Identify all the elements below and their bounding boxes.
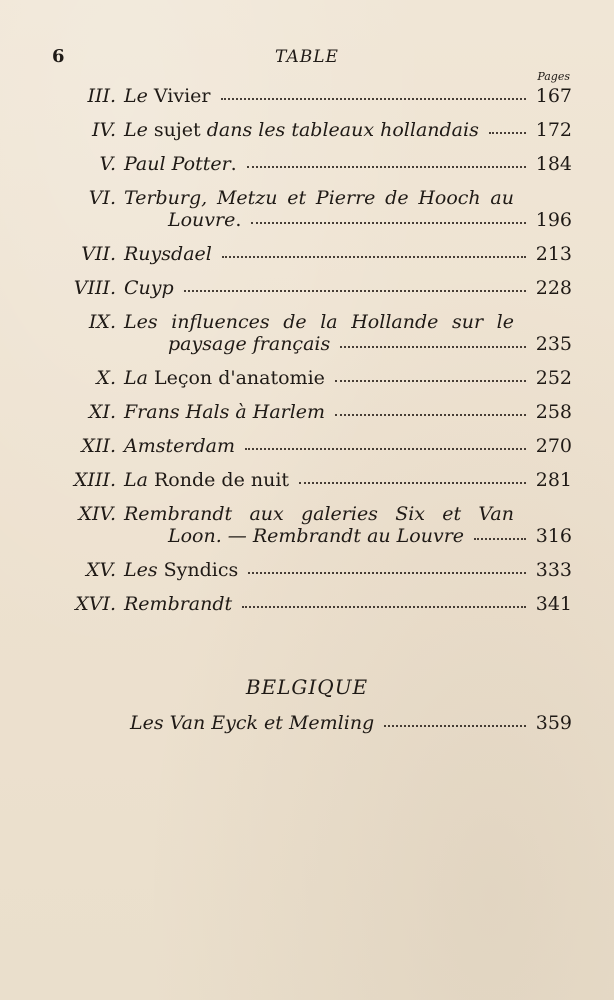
entry-word: et [442,503,462,525]
entry-page-number: 270 [535,435,572,457]
entry-page-number: 333 [535,559,572,581]
dot-leader [335,408,526,416]
chapter-numeral: V. [99,153,116,175]
dot-leader [384,719,526,727]
entry-word: influences [171,311,270,333]
dot-leader [247,160,526,168]
entry-title [168,209,241,231]
entry-page-number: 316 [535,525,572,547]
entry-title-part: sujet [153,119,207,141]
entry-line [124,277,572,299]
chapter-numeral: III. [87,85,116,107]
entry-word: Terburg, [124,187,208,209]
entry-line [124,119,572,141]
entry-line [124,153,572,175]
entry-page-number: 172 [535,119,572,141]
entry-title-part: Frans Hals à Harlem [124,401,326,423]
toc-entry [0,277,614,299]
entry-title-part: Ruysdael [124,243,212,265]
entry-title-part: . [230,153,237,175]
entry-title-part: Paul Potter [124,153,231,175]
entry-word: aux [249,503,284,525]
entry-title [124,277,174,299]
dot-leader [245,442,526,450]
toc-entry [0,119,614,141]
entry-word: la [320,311,338,333]
toc-entry [0,469,614,491]
entry-title [124,435,235,457]
section-heading-belgique: BELGIQUE [245,675,369,699]
entry-word: de [283,311,307,333]
entry-page-number: 258 [535,401,572,423]
dot-leader [340,340,526,348]
entry-page-number: 252 [535,367,572,389]
entry-page-number: 235 [535,333,572,355]
entry-title-part: Syndics [163,559,239,581]
chapter-numeral: VII. [81,243,116,265]
entry-page-number: 184 [535,153,572,175]
entry-line [168,209,572,231]
entry-page-number: 213 [535,243,572,265]
entry-word: sur [451,311,484,333]
dot-leader [248,566,526,574]
entry-word: galeries [300,503,378,525]
entry-title [124,559,238,581]
entry-page-number: 359 [535,712,572,734]
page-number: 6 [52,46,65,67]
chapter-numeral: IV. [92,119,116,141]
entry-word: et [287,187,307,209]
entry-line [124,593,572,615]
entry-page-number: 228 [535,277,572,299]
dot-leader [299,476,526,484]
toc-entry [0,85,614,107]
dot-leader [242,600,526,608]
entry-line [124,311,572,333]
entry-title [124,593,232,615]
entry-line [124,367,572,389]
chapter-numeral: XIV. [78,503,116,525]
entry-page-number: 341 [535,593,572,615]
entry-word: Hollande [351,311,439,333]
entry-title-part: La [124,367,154,389]
entry-line [124,85,572,107]
pages-column-label: Pages [537,70,570,83]
entry-title-part: Le [124,85,154,107]
entry-line [124,435,572,457]
toc-entry [0,367,614,389]
entry-page-number: 196 [535,209,572,231]
entry-title [124,401,325,423]
entry-title [168,333,330,355]
entry-line [124,401,572,423]
entry-word: Pierre [315,187,376,209]
entry-word: Metzu [216,187,278,209]
entry-title-justified [124,311,514,333]
entry-title-part: Louvre [168,209,236,231]
toc-entry [0,311,614,355]
toc-entry [0,187,614,231]
entry-title-justified [124,503,514,525]
entry-line [124,187,572,209]
entry-title-part: La [124,469,154,491]
chapter-numeral: XII. [81,435,116,457]
toc-entry-belgique [130,712,572,734]
entry-word: le [496,311,514,333]
entry-line [124,559,572,581]
entry-line [168,525,572,547]
entry-title-justified [124,187,514,209]
entry-word: Six [395,503,425,525]
chapter-numeral: XVI. [75,593,116,615]
toc-entry [0,243,614,265]
entry-word: Les [124,311,158,333]
dot-leader [335,374,526,382]
dot-leader [489,126,526,134]
chapter-numeral: XI. [88,401,116,423]
chapter-numeral: XV. [86,559,116,581]
entry-title [124,85,211,107]
toc-entry [0,153,614,175]
dot-leader [474,532,526,540]
entry-word: Van [478,503,514,525]
table-of-contents [0,85,614,627]
entry-word: de [385,187,409,209]
entry-title: Les Van Eyck et Memling [130,712,375,734]
entry-title-part: Rembrandt [124,593,233,615]
entry-line [124,243,572,265]
chapter-numeral: XIII. [73,469,116,491]
dot-leader [221,92,526,100]
dot-leader [222,250,526,258]
entry-title [124,153,237,175]
toc-entry [0,593,614,615]
entry-word: au [490,187,514,209]
entry-title-part: Vivier [153,85,211,107]
chapter-numeral: VI. [88,187,116,209]
chapter-numeral: X. [96,367,116,389]
entry-title [124,119,479,141]
dot-leader [251,216,526,224]
entry-word: Rembrandt [124,503,233,525]
chapter-numeral: VIII. [73,277,116,299]
toc-entry [0,401,614,423]
entry-title-part: Le [124,119,154,141]
chapter-numeral: IX. [88,311,116,333]
entry-title-part: Leçon d'anatomie [153,367,325,389]
entry-title-part: Cuyp [124,277,174,299]
entry-title [124,469,289,491]
entry-title-part: Les [124,559,164,581]
entry-title [124,243,212,265]
toc-entry [0,503,614,547]
entry-title-part: dans les tableaux hollandais [206,119,479,141]
entry-line [168,333,572,355]
entry-word: Hooch [418,187,481,209]
entry-title-part: Loon. — Rembrandt au Louvre [168,525,465,547]
entry-line [124,469,572,491]
entry-title-part: paysage français [168,333,331,355]
entry-title-part: . [235,209,242,231]
entry-page-number: 167 [535,85,572,107]
dot-leader [184,284,526,292]
entry-title [124,367,325,389]
entry-title [168,525,464,547]
entry-page-number: 281 [535,469,572,491]
entry-line [124,503,572,525]
running-head: TABLE [275,47,339,67]
toc-entry [0,435,614,457]
toc-entry [0,559,614,581]
entry-title-part: Amsterdam [124,435,235,457]
entry-title-part: Ronde de nuit [153,469,290,491]
